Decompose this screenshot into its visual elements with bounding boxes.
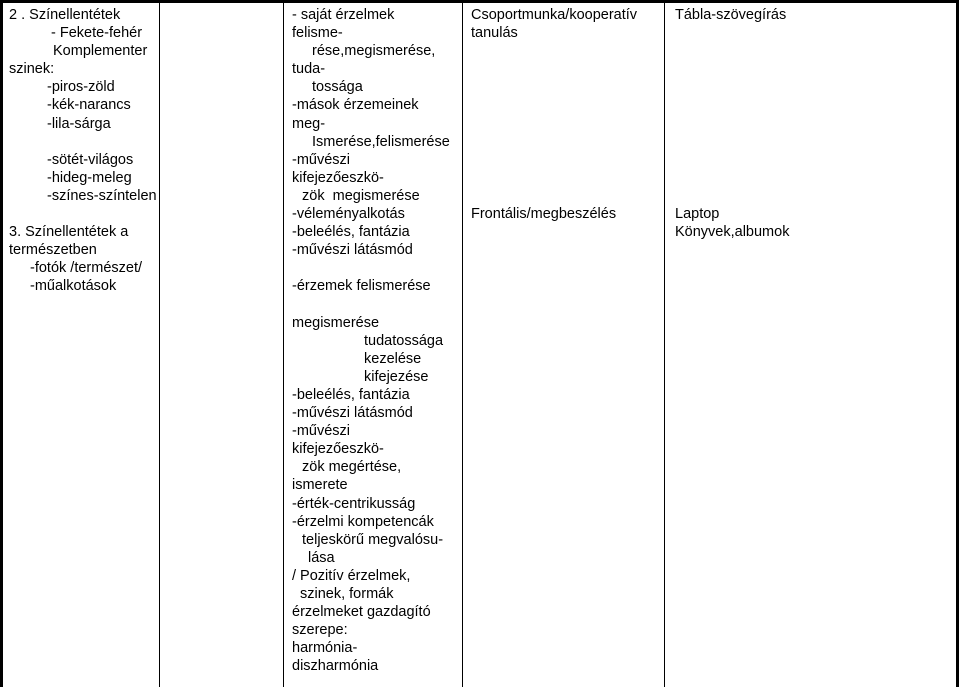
topic-line: természetben [9,242,97,259]
method-line: Csoportmunka/kooperatív [471,7,638,23]
competency-line: kifejezőeszkö- [292,169,384,186]
topic-line: -hideg-meleg [47,169,132,186]
competency-line: Ismerése,felismerése [312,133,450,150]
topic-line: -műalkotások [30,278,117,295]
competency-line: -művészi [292,423,351,440]
competency-line: teljeskörű megvalósu- [302,531,444,548]
competency-line: érzelmeket gazdagító [292,604,431,621]
competency-line: felisme- [292,25,343,42]
tool-line: Laptop [675,206,720,223]
topic-line: - Fekete-fehér [51,25,143,42]
competency-line: - saját érzelmek [292,7,395,23]
tools-cell [675,6,955,241]
competency-line: diszharmónia [292,658,379,675]
method-line: Frontális/megbeszélés [471,206,617,223]
topic-line: -kék-narancs [47,97,131,114]
topic-line: Komplementer [53,43,148,60]
competency-line: lása [308,549,335,566]
column-divider-4 [664,0,665,687]
competency-line: tossága [312,79,363,96]
competency-line: rése,megismerése, [312,43,436,60]
competency-line: harmónia- [292,640,358,657]
competency-line: zök megértése, [302,459,402,476]
topic-line: -színes-színtelen [47,187,157,204]
table-border-left [0,0,3,687]
tool-line: Tábla-szövegírás [675,7,787,23]
topic-line: 2 . Színellentétek [9,7,121,23]
competency-line: -művészi látásmód [292,405,413,422]
competency-line: meg- [292,115,326,132]
competency-line: -beleélés, fantázia [292,386,410,403]
tool-line: Könyvek,albumok [675,224,790,241]
competency-line: -művészi [292,151,351,168]
topics-cell [9,6,157,296]
competencies-cell [292,6,460,675]
competency-line: megismerése [292,314,380,331]
competency-line: szinek, formák [300,586,394,602]
competency-line: tuda- [292,61,326,78]
competency-line: -művészi látásmód [292,242,413,259]
competency-line: kifejezése [364,368,429,385]
table-border-right [956,0,959,687]
competency-line: tudatossága [364,332,444,349]
competency-line: -beleélés, fantázia [292,224,410,241]
competency-line: zök megismerése [302,187,420,204]
competency-line: ismerete [292,477,348,494]
topic-line: -fotók /természet/ [30,260,143,277]
competency-line: -érték-centrikusság [292,495,416,512]
competency-line: / Pozitív érzelmek, [292,567,411,584]
method-line: tanulás [471,25,518,42]
column-divider-1 [159,0,160,687]
topic-line: -sötét-világos [47,151,134,168]
topic-line: -lila-sárga [47,115,111,132]
table-border-top [0,0,959,3]
topic-line: szinek: [9,61,55,78]
competency-line: kifejezőeszkö- [292,441,384,458]
competency-line: -véleményalkotás [292,206,405,223]
topic-line: -piros-zöld [47,79,115,96]
column-divider-2 [283,0,284,687]
competency-line: -mások érzemeinek [292,97,419,114]
competency-line: -érzemek felismerése [292,278,431,295]
column-divider-3 [462,0,463,687]
competency-line: -érzelmi kompetencák [292,513,434,530]
topic-line: 3. Színellentétek a [9,224,129,241]
methods-cell [471,6,661,223]
competency-line: kezelése [364,350,422,367]
competency-line: szerepe: [292,622,348,639]
